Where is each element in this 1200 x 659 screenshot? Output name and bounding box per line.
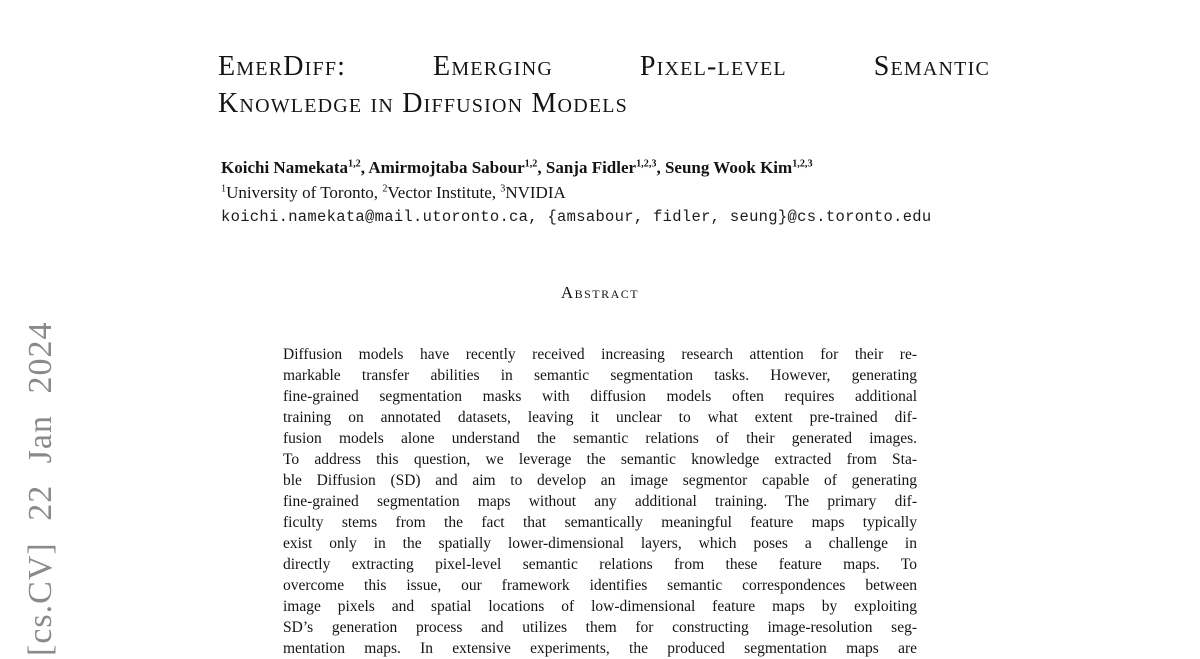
author-affiliation-sup: 1,2 <box>524 158 538 170</box>
affiliation-name: Vector Institute, <box>387 183 501 202</box>
affiliations-line <box>221 180 1021 205</box>
abstract-line: SD’s generation process and utilizes them for constructing image-resolution seg- <box>283 619 917 636</box>
author-name: , Amirmojtaba Sabour <box>360 158 525 177</box>
abstract-line: markable transfer abilities in semantic segmentation tasks. However, generating <box>283 367 917 384</box>
abstract-line: fine-grained segmentation masks with diffusion models often requires additional <box>283 388 917 405</box>
abstract-body <box>283 344 917 659</box>
abstract-line: directly extracting pixel-level semantic relations from these feature maps. To <box>283 556 917 573</box>
abstract-line: To address this question, we leverage the semantic knowledge extracted from Sta- <box>283 451 917 468</box>
paper-title <box>218 48 990 122</box>
abstract-line: image pixels and spatial locations of low-dimensional feature maps by exploiting <box>283 598 917 615</box>
affiliation-sup: 2 <box>382 183 388 195</box>
arxiv-category-date-stamp: [cs.CV] 22 Jan 2024 <box>22 321 59 656</box>
affiliation-sup: 3 <box>500 183 506 195</box>
author-affiliation-sup: 1,2,3 <box>792 158 813 170</box>
abstract-line: fusion models alone understand the semantic relations of their generated images. <box>283 430 917 447</box>
abstract-line: ficulty stems from the fact that semantically meaningful feature maps typically <box>283 514 917 531</box>
author-name: Koichi Namekata <box>221 158 349 177</box>
paper-title-line-1: EmerDiff: Emerging Pixel-level Semantic <box>218 51 990 82</box>
author-affiliation-sup: 1,2,3 <box>636 158 657 170</box>
abstract-line: training on annotated datasets, leaving it unclear to what extent pre-trained dif- <box>283 409 917 426</box>
author-block <box>221 155 1021 230</box>
abstract-heading: Abstract <box>560 283 640 302</box>
abstract-line: overcome this issue, our framework identifies semantic correspondences between <box>283 577 917 594</box>
abstract-line: exist only in the spatially lower-dimensional layers, which poses a challenge in <box>283 535 917 552</box>
abstract-line: mentation maps. In extensive experiments, the produced segmentation maps are <box>283 640 917 657</box>
affiliation-name: University of Toronto, <box>226 183 383 202</box>
affiliation-sup: 1 <box>221 183 227 195</box>
author-name: , Sanja Fidler <box>537 158 637 177</box>
abstract-line: Diffusion models have recently received increasing research attention for their re- <box>283 346 917 363</box>
affiliation-name: NVIDIA <box>505 183 566 202</box>
author-name: , Seung Wook Kim <box>656 158 793 177</box>
abstract-line: fine-grained segmentation maps without any additional training. The primary dif- <box>283 493 917 510</box>
paper-title-line-2: Knowledge in Diffusion Models <box>218 88 629 119</box>
author-affiliation-sup: 1,2 <box>348 158 361 170</box>
authors-line <box>221 155 1021 180</box>
abstract-line: ble Diffusion (SD) and aim to develop an image segmentor capable of generating <box>283 472 917 489</box>
author-emails: koichi.namekata@mail.utoronto.ca, {amsabour, fidler, seung}@cs.toronto.edu <box>221 208 932 226</box>
